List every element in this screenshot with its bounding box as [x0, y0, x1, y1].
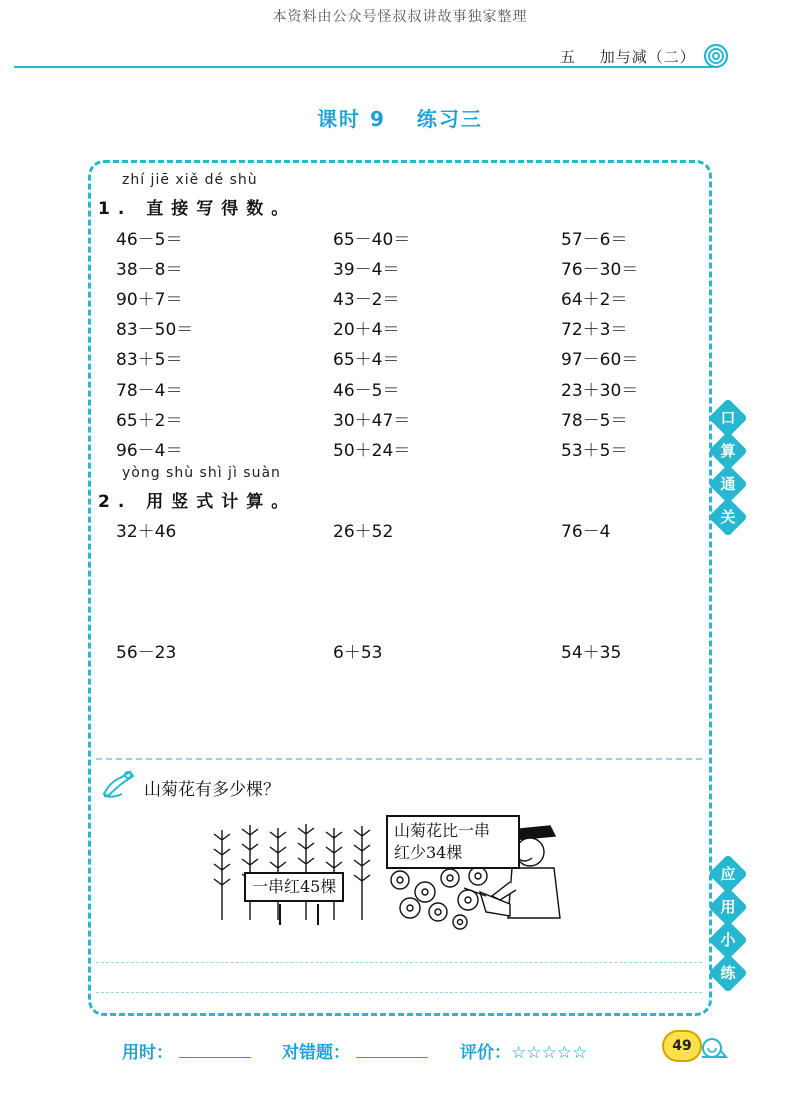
mental-math-problem: 43－2＝ [333, 290, 400, 311]
answer-line [96, 992, 702, 993]
mental-math-problem: 20＋4＝ [333, 320, 400, 341]
section-divider [96, 758, 702, 760]
vertical-problem: 6＋53 [333, 643, 383, 663]
vertical-problem: 32＋46 [116, 522, 177, 542]
vertical-problem: 54＋35 [561, 643, 622, 663]
section2-pinyin: yòng shù shì jì suàn [122, 465, 281, 481]
mental-math-problem: 72＋3＝ [561, 320, 628, 341]
mental-math-problem: 23＋30＝ [561, 380, 639, 401]
lesson-title [0, 103, 800, 132]
rating-label: 评价： [460, 1043, 511, 1063]
mental-math-problem: 83＋5＝ [116, 350, 183, 371]
pencil-note-icon [100, 768, 136, 800]
side-tab-label: 通 [720, 475, 736, 493]
mental-math-problem: 39－4＝ [333, 260, 400, 281]
correct-label: 对错题： [282, 1043, 350, 1063]
salvia-sign: 一串红45棵 [244, 872, 344, 902]
speech-box [386, 815, 520, 869]
section1-pinyin: zhí jiē xiě dé shù [122, 172, 258, 188]
mental-math-problem: 78－5＝ [561, 410, 628, 431]
speech-line: 红少34棵 [394, 843, 463, 862]
mental-math-problem: 96－4＝ [116, 440, 183, 461]
chapter-title: 加与减（二） [599, 48, 696, 66]
rating-stars[interactable]: ☆☆☆☆☆ [511, 1043, 588, 1063]
side-tab-label: 关 [720, 508, 736, 526]
mental-math-problem: 76－30＝ [561, 260, 639, 281]
mental-math-problem: 53＋5＝ [561, 440, 628, 461]
side-tab [708, 953, 748, 993]
rating-field [460, 1038, 587, 1063]
side-tab-label: 应 [720, 865, 736, 883]
mental-math-problem: 50＋24＝ [333, 440, 411, 461]
snail-icon [700, 1030, 728, 1060]
answer-line [96, 962, 702, 963]
mental-math-problem: 65＋4＝ [333, 350, 400, 371]
speech-line: 山菊花比一串 [394, 821, 491, 840]
mental-math-problem: 83－50＝ [116, 320, 194, 341]
mental-math-problem: 65－40＝ [333, 230, 411, 250]
side-tab-label: 小 [720, 931, 736, 949]
side-tab-label: 练 [720, 964, 736, 982]
mental-math-problem: 65＋2＝ [116, 410, 183, 431]
mental-math-problem: 46－5＝ [116, 230, 183, 250]
mental-math-problem: 30＋47＝ [333, 410, 411, 431]
section1-heading: 1. 直接写得数。 [98, 199, 297, 219]
side-tab [708, 497, 748, 537]
correct-blank[interactable] [356, 1045, 428, 1058]
mental-math-problem: 78－4＝ [116, 380, 183, 401]
side-tab-label: 口 [720, 409, 736, 427]
page-number: 49 [662, 1030, 702, 1062]
time-blank[interactable] [179, 1045, 251, 1058]
header-rule [14, 66, 714, 68]
correct-field [282, 1038, 428, 1063]
vertical-problem: 56－23 [116, 643, 177, 663]
mental-math-problem: 90＋7＝ [116, 290, 183, 311]
mental-math-problem: 46－5＝ [333, 380, 400, 401]
mental-math-problem: 57－6＝ [561, 230, 628, 250]
lesson-name: 练习三 [416, 107, 483, 131]
chapter-header [560, 46, 696, 67]
mental-math-problem: 38－8＝ [116, 260, 183, 281]
time-label: 用时： [122, 1043, 173, 1063]
vertical-problem: 76－4 [561, 522, 611, 542]
chapter-number: 五 [560, 48, 577, 66]
application-question: 山菊花有多少棵？ [144, 780, 280, 800]
mental-math-problem: 97－60＝ [561, 350, 639, 371]
watermark-text: 本资料由公众号怪叔叔讲故事独家整理 [272, 9, 528, 25]
vertical-problem: 26＋52 [333, 522, 394, 542]
side-tab-label: 算 [720, 442, 736, 460]
mental-math-problem: 64＋2＝ [561, 290, 628, 311]
time-field [122, 1038, 251, 1063]
section2-heading: 2. 用竖式计算。 [98, 492, 297, 512]
side-tab-label: 用 [720, 898, 736, 916]
lesson-label: 课时 9 [317, 107, 386, 131]
